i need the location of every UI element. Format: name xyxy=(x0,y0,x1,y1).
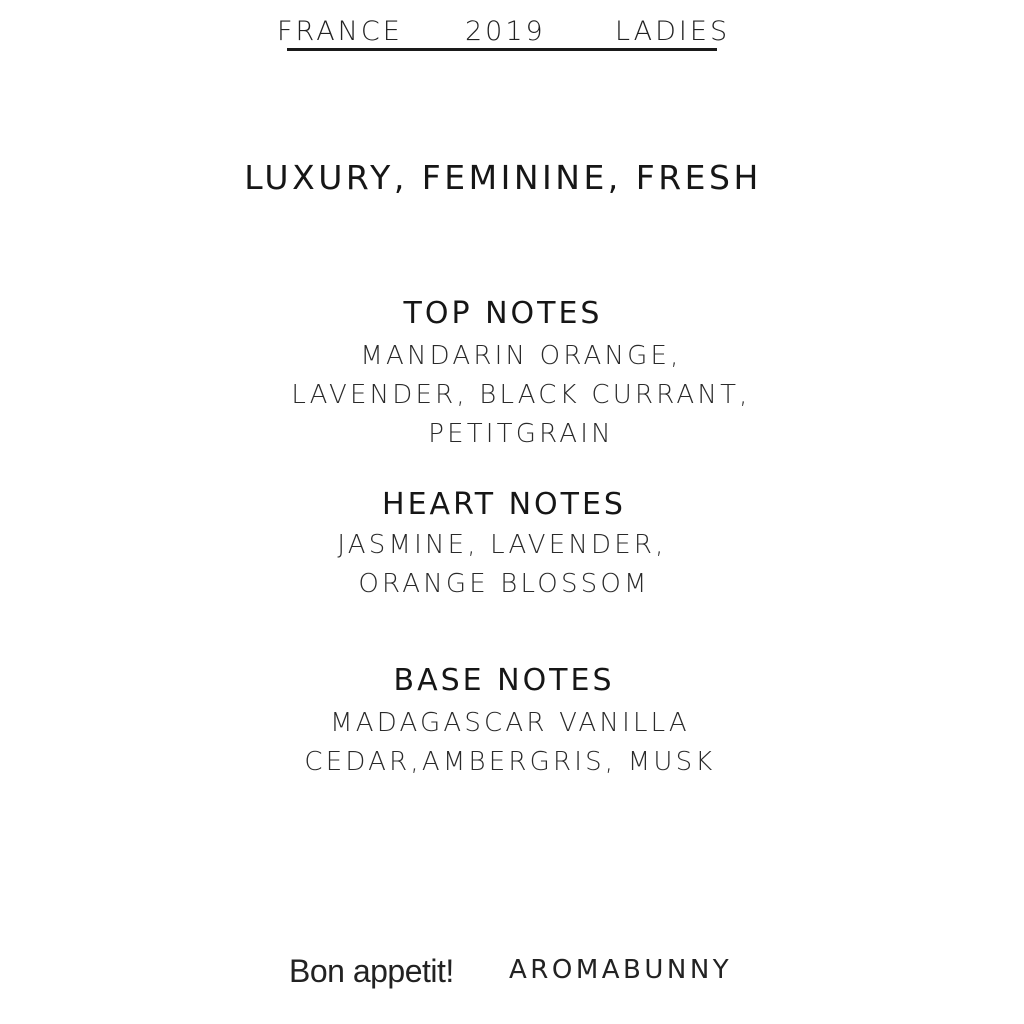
tagline: LUXURY, FEMININE, FRESH xyxy=(244,158,762,197)
base-notes-line: CEDAR,AMBERGRIS, MUSK xyxy=(304,747,716,777)
header-underline xyxy=(287,48,717,51)
top-notes-line: MANDARIN ORANGE, xyxy=(360,341,682,371)
top-notes-line: LAVENDER, BLACK CURRANT, xyxy=(291,380,751,410)
header-gender: LADIES xyxy=(615,16,731,47)
footer-brand: AROMABUNNY xyxy=(509,955,733,985)
header-country: FRANCE xyxy=(277,16,403,47)
base-notes-title: BASE NOTES xyxy=(393,663,615,698)
heart-notes-line: ORANGE BLOSSOM xyxy=(358,569,650,599)
base-notes-line: MADAGASCAR VANILLA xyxy=(330,708,690,738)
top-notes-title: TOP NOTES xyxy=(403,296,603,331)
header-year: 2019 xyxy=(465,16,546,47)
footer-greeting: Bon appetit! xyxy=(289,953,454,989)
heart-notes-title: HEART NOTES xyxy=(382,487,626,522)
top-notes-line: PETITGRAIN xyxy=(428,419,614,449)
heart-notes-line: JASMINE, LAVENDER, xyxy=(337,530,667,560)
